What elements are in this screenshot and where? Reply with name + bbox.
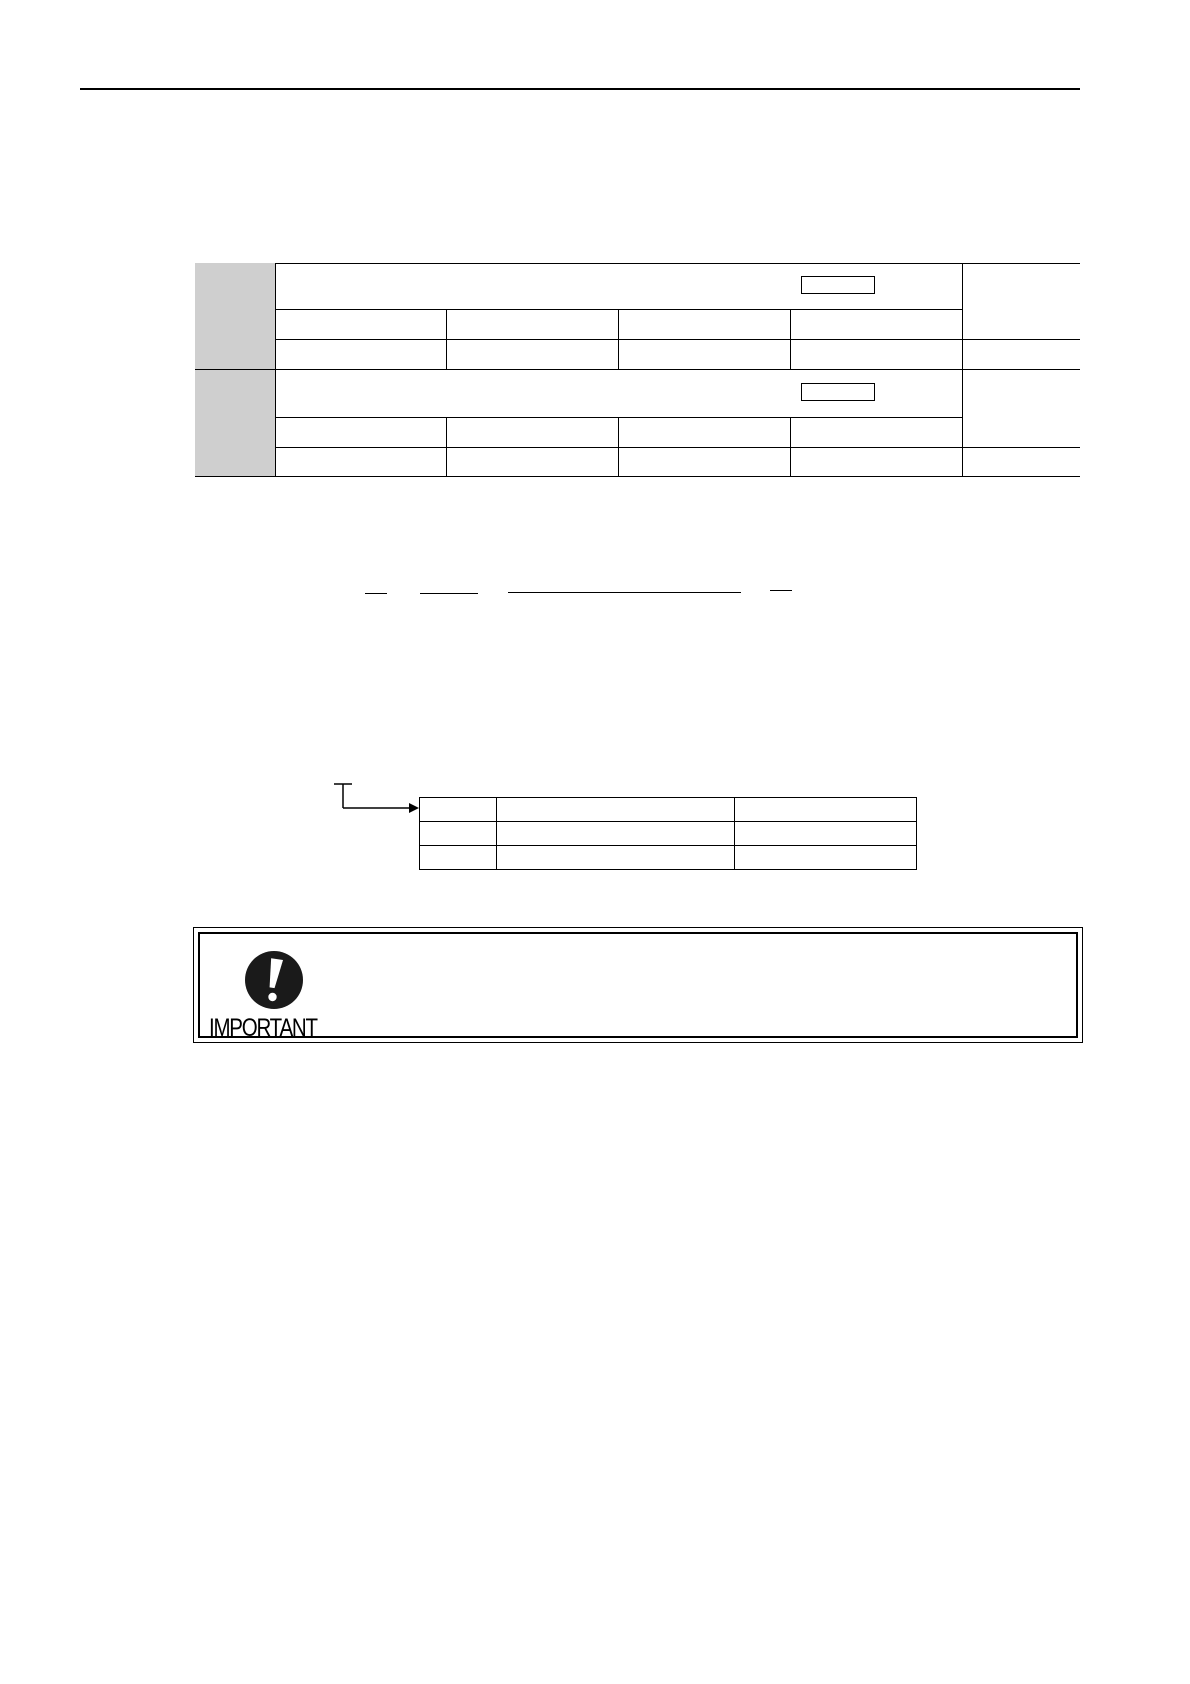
table-rule [195,369,1080,370]
table-rule [962,263,963,370]
table-cell [497,846,735,870]
table-rule [446,417,447,477]
table-cell [420,822,497,846]
formula-fraction-bar [365,593,387,594]
control-mode-box [801,383,875,401]
table-rule [446,309,447,369]
formula-fraction-bar [420,593,478,594]
table-rule [195,476,1080,477]
important-box [193,927,1083,1043]
important-box-inner [198,932,1078,1042]
header-rule [80,88,1080,90]
setting-table [419,797,917,870]
control-mode-box [801,276,875,294]
parameter-table [195,263,1080,477]
parameter-number-cell [195,370,275,477]
table-row [420,846,917,870]
table-rule [790,309,791,369]
exclamation-icon [244,950,304,1010]
table-rule [618,309,619,369]
table-cell [420,798,497,822]
table-cell [420,846,497,870]
table-row [420,822,917,846]
formula-fraction-bar [508,592,741,593]
table-row [420,798,917,822]
table-cell [735,798,917,822]
table-rule [275,447,1080,448]
table-cell [497,798,735,822]
table-rule [618,417,619,477]
table-cell [735,846,917,870]
table-rule [275,263,1080,264]
table-cell [735,822,917,846]
formula-fraction-bar [770,590,792,591]
leader-arrow-icon [330,775,422,815]
table-rule [275,339,1080,340]
table-rule [962,370,963,477]
table-rule [275,263,276,477]
parameter-number-cell [195,263,275,370]
table-rule [790,417,791,477]
important-label: IMPORTANT [209,1014,317,1042]
table-cell [497,822,735,846]
